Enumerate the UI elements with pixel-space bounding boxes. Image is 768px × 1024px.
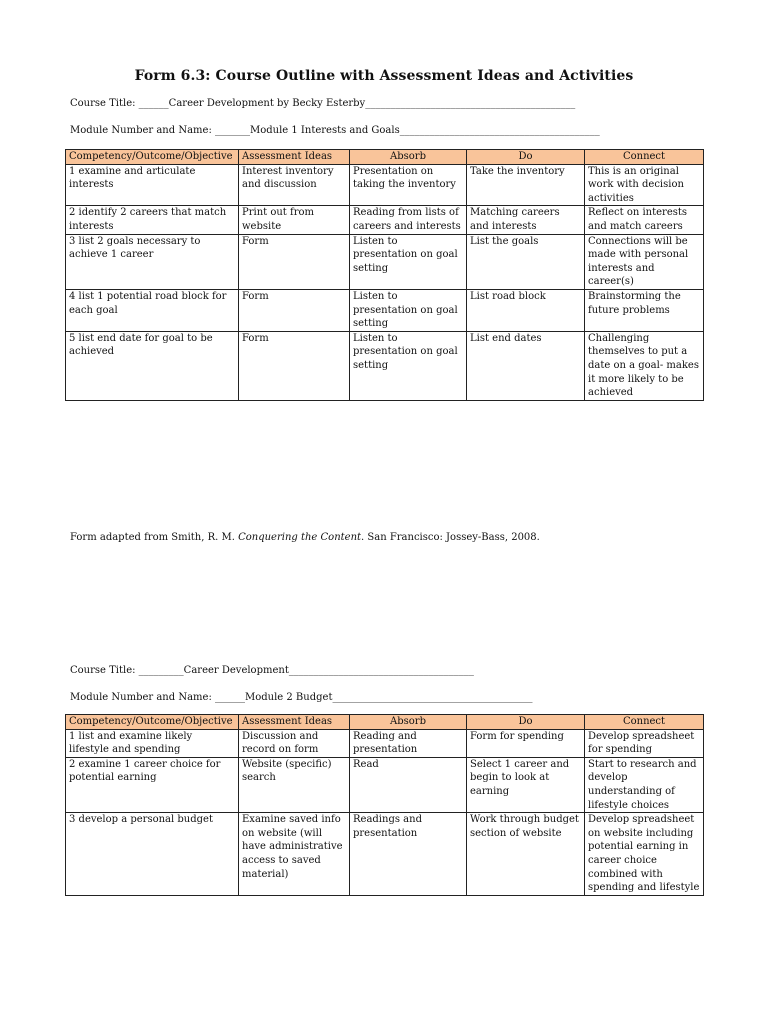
cell-absorb: Listen to presentation on goal setting <box>350 289 467 331</box>
table-row <box>66 813 704 896</box>
header-row <box>66 715 704 730</box>
cell-do: List road block <box>467 289 585 331</box>
cell-competency: 4 list 1 potential road block for each goal <box>66 289 239 331</box>
cell-do: Form for spending <box>467 729 585 757</box>
cell-absorb: Readings and presentation <box>350 813 467 896</box>
cell-connect: Develop spreadsheet on website including potential earning in career choice combined with spending and lifestyle <box>585 813 704 896</box>
cell-assessment: Examine saved info on website (will have administrative access to saved material) <box>239 813 350 896</box>
header-do: Do <box>467 150 585 165</box>
table-row <box>66 234 704 289</box>
cell-absorb: Listen to presentation on goal setting <box>350 331 467 400</box>
cell-competency: 3 develop a personal budget <box>66 813 239 896</box>
header-do: Do <box>467 715 585 730</box>
cell-connect: Challenging themselves to put a date on a goal- makes it more likely to be achieved <box>585 331 704 400</box>
cell-absorb: Read <box>350 757 467 812</box>
header-row <box>66 150 704 165</box>
cell-competency: 5 list end date for goal to be achieved <box>66 331 239 400</box>
module-line-2: Module Number and Name: ______Module 2 Budget________________________________________ <box>70 692 533 703</box>
header-connect: Connect <box>585 150 704 165</box>
cell-assessment: Form <box>239 234 350 289</box>
header-absorb: Absorb <box>350 715 467 730</box>
table-row <box>66 729 704 757</box>
cell-absorb: Presentation on taking the inventory <box>350 164 467 206</box>
header-connect: Connect <box>585 715 704 730</box>
header-absorb: Absorb <box>350 150 467 165</box>
citation <box>70 532 540 543</box>
cell-absorb: Reading and presentation <box>350 729 467 757</box>
cell-assessment: Form <box>239 331 350 400</box>
cell-absorb: Listen to presentation on goal setting <box>350 234 467 289</box>
cell-assessment: Discussion and record on form <box>239 729 350 757</box>
form-title: Form 6.3: Course Outline with Assessment Ideas and Activities <box>134 68 634 84</box>
cell-assessment: Form <box>239 289 350 331</box>
cell-do: List end dates <box>467 331 585 400</box>
cell-competency: 1 examine and articulate interests <box>66 164 239 206</box>
module-line-1: Module Number and Name: _______Module 1 Interests and Goals________________________________________ <box>70 125 600 136</box>
cell-do: Take the inventory <box>467 164 585 206</box>
cell-connect: Brainstorming the future problems <box>585 289 704 331</box>
cell-assessment: Website (specific) search <box>239 757 350 812</box>
header-competency: Competency/Outcome/Objective <box>66 715 239 730</box>
cell-competency: 2 identify 2 careers that match interests <box>66 206 239 234</box>
cell-competency: 3 list 2 goals necessary to achieve 1 career <box>66 234 239 289</box>
table-row <box>66 757 704 812</box>
table-row <box>66 206 704 234</box>
cell-absorb: Reading from lists of careers and interests <box>350 206 467 234</box>
cell-do: Select 1 career and begin to look at earning <box>467 757 585 812</box>
cell-assessment: Print out from website <box>239 206 350 234</box>
course-title-line-2: Course Title: _________Career Development_____________________________________ <box>70 665 474 676</box>
citation-book-title: Conquering the Content <box>238 532 362 543</box>
header-competency: Competency/Outcome/Objective <box>66 150 239 165</box>
outline-table-2 <box>65 714 704 896</box>
header-assessment: Assessment Ideas <box>239 715 350 730</box>
cell-connect: This is an original work with decision activities <box>585 164 704 206</box>
outline-table-1 <box>65 149 704 401</box>
table-row <box>66 289 704 331</box>
cell-do: Work through budget section of website <box>467 813 585 896</box>
cell-connect: Reflect on interests and match careers <box>585 206 704 234</box>
cell-competency: 1 list and examine likely lifestyle and spending <box>66 729 239 757</box>
cell-assessment: Interest inventory and discussion <box>239 164 350 206</box>
cell-do: Matching careers and interests <box>467 206 585 234</box>
table-row <box>66 164 704 206</box>
cell-competency: 2 examine 1 career choice for potential earning <box>66 757 239 812</box>
cell-connect: Develop spreadsheet for spending <box>585 729 704 757</box>
table-row <box>66 331 704 400</box>
header-assessment: Assessment Ideas <box>239 150 350 165</box>
course-title-line-1: Course Title: ______Career Development by Becky Esterby__________________________________________ <box>70 98 576 109</box>
cell-connect: Start to research and develop understanding of lifestyle choices <box>585 757 704 812</box>
cell-connect: Connections will be made with personal interests and career(s) <box>585 234 704 289</box>
citation-suffix: . San Francisco: Jossey-Bass, 2008. <box>361 532 540 543</box>
citation-prefix: Form adapted from Smith, R. M. <box>70 532 239 543</box>
cell-do: List the goals <box>467 234 585 289</box>
